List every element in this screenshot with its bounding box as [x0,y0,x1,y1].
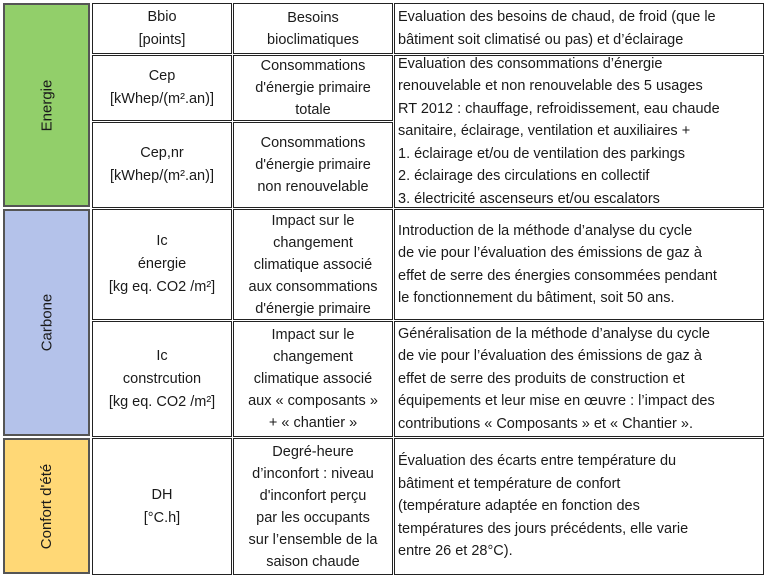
indicator-cep: Cep [kWhep/(m².an)] [92,55,232,121]
besoin-ic-energie: Impact sur le changement climatique associé aux consommations d'énergie primaire [233,209,393,320]
description-ic-construction: Généralisation de la méthode d’analyse du cycle de vie pour l’évaluation des émissions de gaz à effet de serre des produits de construction et équipements et leur mise en œuvre : l’impact des contributions « Composants » et « Chantier ». [394,321,764,437]
besoin-dh: Degré-heure d’inconfort : niveau d'inconfort perçu par les occupants sur l’ensemble de la saison chaude [233,438,393,575]
category-energie [3,3,90,207]
besoin-cep-nr: Consommations d'énergie primaire non renouvelable [233,122,393,208]
category-confort-label: Confort d'été [38,463,56,549]
category-carbone [3,209,90,436]
indicator-bbio: Bbio [points] [92,3,232,54]
description-dh: Évaluation des écarts entre température du bâtiment et température de confort (température adaptée en fonction des températures des jours précédents, elle varie entre 26 et 28°C). [394,438,764,575]
description-cep: Evaluation des consommations d’énergie renouvelable et non renouvelable des 5 usages RT 2012 : chauffage, refroidissement, eau chaude sanitaire, éclairage, ventilation et auxiliaires + 1. éclairage et/ou de ventilation des parkings 2. éclairage des circulations en collectif 3. électricité ascenseurs et/ou escalators [394,55,764,208]
category-carbone-label: Carbone [37,293,55,352]
category-confort [3,438,90,574]
indicator-cep-nr: Cep,nr [kWhep/(m².an)] [92,122,232,208]
description-ic-energie: Introduction de la méthode d’analyse du cycle de vie pour l’évaluation des émissions de gaz à effet de serre des énergies consommées pendant le fonctionnement du bâtiment, soit 50 ans. [394,209,764,320]
indicator-ic-construction: Ic constrcution [kg eq. CO2 /m²] [92,321,232,437]
besoin-ic-construction: Impact sur le changement climatique associé aux « composants » + « chantier » [233,321,393,437]
indicator-dh: DH [°C.h] [92,438,232,575]
indicator-ic-energie: Ic énergie [kg eq. CO2 /m²] [92,209,232,320]
description-bbio: Evaluation des besoins de chaud, de froid (que le bâtiment soit climatisé ou pas) et d’éclairage [394,3,764,54]
category-energie-label: Energie [37,79,55,131]
besoin-cep: Consommations d'énergie primaire totale [233,55,393,121]
besoin-bbio: Besoins bioclimatiques [233,3,393,54]
indicators-table [3,3,765,576]
